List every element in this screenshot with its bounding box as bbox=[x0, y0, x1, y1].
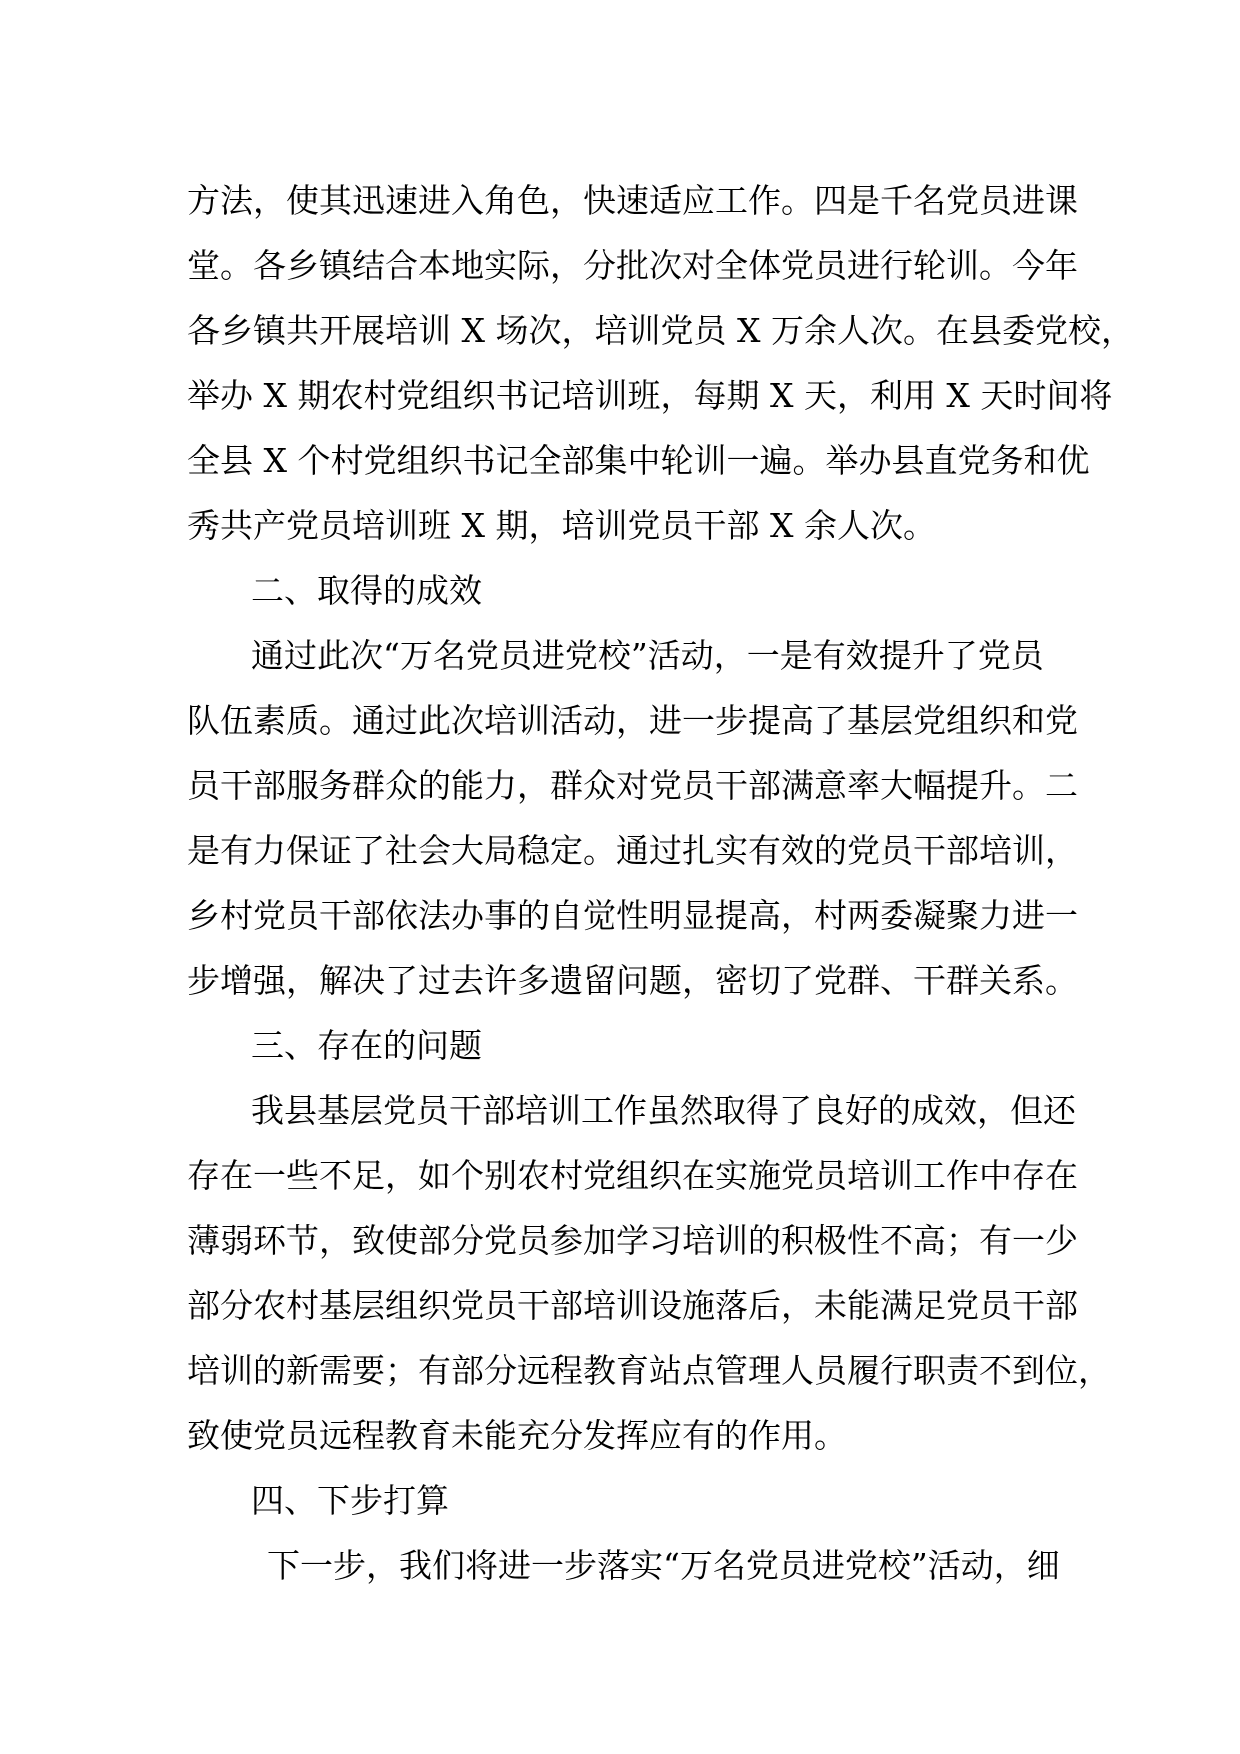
text-line: 员干部服务群众的能力，群众对党员干部满意率大幅提升。二 bbox=[187, 766, 1078, 805]
section-heading: 四、下步打算 bbox=[251, 1481, 449, 1520]
text-line: 步增强，解决了过去许多遗留问题，密切了党群、干群关系。 bbox=[187, 961, 1078, 1000]
text-line: 全县 X 个村党组织书记全部集中轮训一遍。举办县直党务和优 bbox=[187, 441, 1090, 480]
text-line: 存在一些不足，如个别农村党组织在实施党员培训工作中存在 bbox=[187, 1156, 1078, 1195]
section-heading: 三、存在的问题 bbox=[251, 1026, 482, 1065]
text-line: 举办 X 期农村党组织书记培训班，每期 X 天，利用 X 天时间将 bbox=[187, 376, 1113, 415]
text-line: 我县基层党员干部培训工作虽然取得了良好的成效，但还 bbox=[251, 1091, 1076, 1130]
text-line: 队伍素质。通过此次培训活动，进一步提高了基层党组织和党 bbox=[187, 701, 1078, 740]
text-line: 乡村党员干部依法办事的自觉性明显提高，村两委凝聚力进一 bbox=[187, 896, 1078, 935]
text-line: 各乡镇共开展培训 X 场次，培训党员 X 万余人次。在县委党校， bbox=[187, 311, 1134, 350]
document-body bbox=[187, 168, 1134, 1598]
text-line: 秀共产党员培训班 X 期，培训党员干部 X 余人次。 bbox=[187, 506, 936, 545]
text-line: 培训的新需要；有部分远程教育站点管理人员履行职责不到位， bbox=[187, 1351, 1111, 1390]
text-line: 堂。各乡镇结合本地实际，分批次对全体党员进行轮训。今年 bbox=[187, 246, 1078, 285]
text-line: 方法，使其迅速进入角色，快速适应工作。四是千名党员进课 bbox=[187, 181, 1078, 220]
section-heading: 二、取得的成效 bbox=[251, 571, 482, 610]
text-line: 通过此次“万名党员进党校”活动，一是有效提升了党员 bbox=[251, 636, 1044, 675]
text-line: 下一步，我们将进一步落实“万名党员进党校”活动，细 bbox=[267, 1546, 1060, 1585]
text-line: 是有力保证了社会大局稳定。通过扎实有效的党员干部培训， bbox=[187, 831, 1078, 870]
text-line: 致使党员远程教育未能充分发挥应有的作用。 bbox=[187, 1416, 847, 1455]
text-line: 部分农村基层组织党员干部培训设施落后，未能满足党员干部 bbox=[187, 1286, 1078, 1325]
text-line: 薄弱环节，致使部分党员参加学习培训的积极性不高；有一少 bbox=[187, 1221, 1078, 1260]
